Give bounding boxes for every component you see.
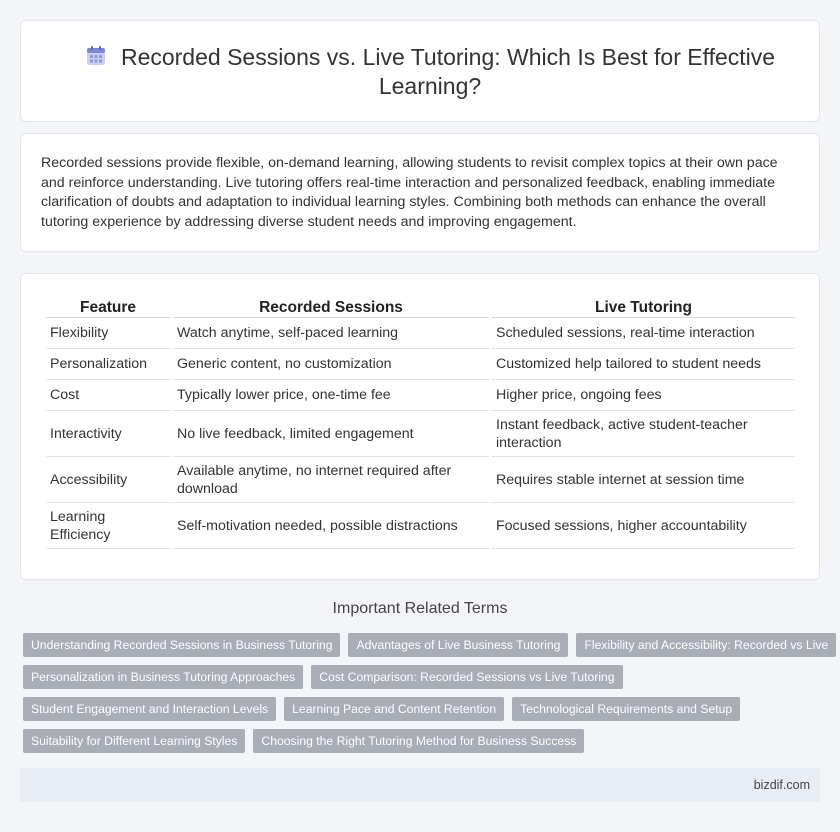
related-term-tag[interactable]: Understanding Recorded Sessions in Business Tutoring [23,633,340,657]
feature-cell: Accessibility [46,457,170,503]
page-title [61,43,799,101]
feature-cell: Learning Efficiency [46,503,170,549]
table-row [46,457,795,503]
table-row [46,411,795,457]
table-row [46,503,795,549]
comparison-card [20,273,820,580]
tag-row [23,633,829,657]
header-recorded-sessions: Recorded Sessions [173,296,489,318]
recorded-cell: Typically lower price, one-time fee [173,380,489,411]
live-cell: Customized help tailored to student needs [492,349,795,380]
table-header-row [46,296,795,318]
feature-cell: Flexibility [46,318,170,349]
recorded-cell: No live feedback, limited engagement [173,411,489,457]
recorded-cell: Available anytime, no internet required after download [173,457,489,503]
table-row [46,318,795,349]
live-cell: Requires stable internet at session time [492,457,795,503]
related-term-tag[interactable]: Personalization in Business Tutoring Approaches [23,665,303,689]
intro-paragraph: Recorded sessions provide flexible, on-demand learning, allowing students to revisit complex topics at their own pace and reinforce understanding. Live tutoring offers real-time interaction and personalized feedback, enabling immediate clarification of doubts and adaptation to individual learning styles. Combining both methods can enhance the overall tutoring experience by addressing diverse student needs and improving engagement. [41,155,778,230]
live-cell: Instant feedback, active student-teacher interaction [492,411,795,457]
related-term-tag[interactable]: Choosing the Right Tutoring Method for Business Success [253,729,584,753]
related-term-tag[interactable]: Technological Requirements and Setup [512,697,740,721]
table-row [46,349,795,380]
feature-cell: Personalization [46,349,170,380]
calendar-icon [85,45,107,67]
feature-cell: Cost [46,380,170,411]
related-terms-heading: Important Related Terms [332,600,508,617]
header-feature: Feature [46,296,170,318]
live-cell: Higher price, ongoing fees [492,380,795,411]
recorded-cell: Generic content, no customization [173,349,489,380]
related-terms-list [23,633,829,761]
table-row [46,380,795,411]
footer-site-link[interactable]: bizdif.com [753,778,810,792]
page-title-text: Recorded Sessions vs. Live Tutoring: Which Is Best for Effective Learning? [120,44,776,99]
related-term-tag[interactable]: Student Engagement and Interaction Levels [23,697,276,721]
intro-card [20,133,820,252]
live-cell: Scheduled sessions, real-time interaction [492,318,795,349]
related-term-tag[interactable]: Flexibility and Accessibility: Recorded vs Live [576,633,836,657]
related-term-tag[interactable]: Cost Comparison: Recorded Sessions vs Live Tutoring [311,665,622,689]
related-term-tag[interactable]: Learning Pace and Content Retention [284,697,504,721]
footer [20,768,820,802]
related-term-tag[interactable]: Suitability for Different Learning Styles [23,729,245,753]
live-cell: Focused sessions, higher accountability [492,503,795,549]
comparison-table [43,296,798,549]
tag-row [23,697,823,721]
recorded-cell: Watch anytime, self-paced learning [173,318,489,349]
tag-row [23,729,823,753]
header-live-tutoring: Live Tutoring [492,296,795,318]
related-term-tag[interactable]: Advantages of Live Business Tutoring [348,633,568,657]
recorded-cell: Self-motivation needed, possible distractions [173,503,489,549]
title-card [20,20,820,122]
feature-cell: Interactivity [46,411,170,457]
tag-row [23,665,823,689]
